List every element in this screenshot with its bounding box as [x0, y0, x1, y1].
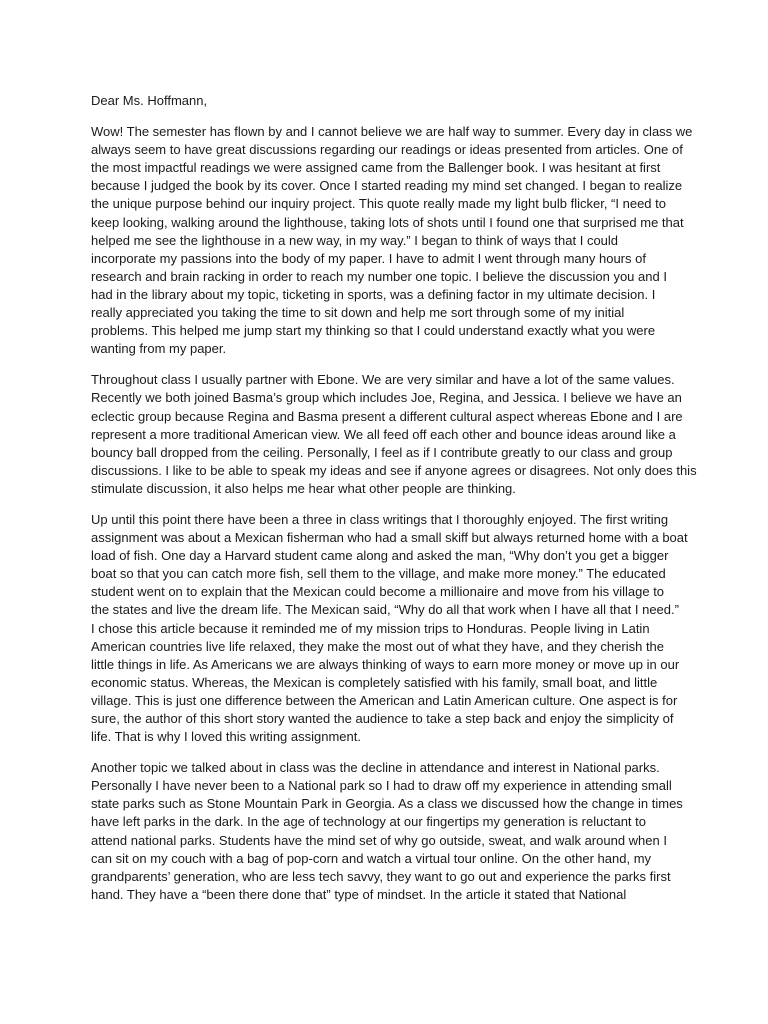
text-line: I chose this article because it reminded me of my mission trips to Honduras. People living in Latin — [91, 620, 650, 636]
text-line: Another topic we talked about in class was the decline in attendance and interest in National parks. — [91, 760, 660, 776]
text-line: discussions. I like to be able to speak my ideas and see if anyone agrees or disagrees. Not only does this — [91, 462, 697, 478]
text-line: hand. They have a “been there done that” type of mindset. In the article it stated that National — [91, 886, 627, 902]
paragraph-3 — [91, 511, 728, 746]
text-line: keep looking, walking around the lighthouse, taking lots of shots until I found one that surprised me that — [91, 214, 684, 230]
text-line: boat so that you can catch more fish, sell them to the village, and make more money.” The educated — [91, 566, 666, 582]
salutation: Dear Ms. Hoffmann, — [91, 93, 208, 108]
text-line: student went on to explain that the Mexican could become a millionaire and move from his village to — [91, 584, 665, 600]
text-line: load of fish. One day a Harvard student came along and asked the man, “Why don’t you get a bigger — [91, 548, 669, 564]
text-line: Up until this point there have been a three in class writings that I thoroughly enjoyed. The first writing — [91, 511, 669, 527]
text-line: had in the library about my topic, ticketing in sports, was a defining factor in my ultimate decision. I — [91, 286, 656, 302]
text-line: bouncy ball dropped from the ceiling. Personally, I feel as if I contribute greatly to our class and group — [91, 444, 673, 460]
text-line: economic status. Whereas, the Mexican is completely satisfied with his family, small boat, and little — [91, 674, 658, 690]
text-line: eclectic group because Regina and Basma present a different cultural aspect whereas Ebone and I are — [91, 408, 683, 424]
text-line: research and brain racking in order to reach my number one topic. I believe the discussion you and I — [91, 268, 667, 284]
text-line: because I judged the book by its cover. Once I started reading my mind set changed. I began to realize — [91, 178, 683, 194]
text-line: always seem to have great discussions regarding our readings or ideas presented from articles. One of — [91, 142, 683, 158]
text-line: represent a more traditional American view. We all feed off each other and bounce ideas around like a — [91, 426, 676, 442]
text-line: life. That is why I loved this writing assignment. — [91, 729, 361, 745]
text-line: the most impactful readings we were assigned came from the Ballenger book. I was hesitant at first — [91, 160, 661, 176]
text-line: the states and live the dream life. The Mexican said, “Why do all that work when I have all that I need.” — [91, 602, 679, 618]
text-line: little things in life. As Americans we are always thinking of ways to earn more money or move up in our — [91, 656, 680, 672]
text-line: Wow! The semester has flown by and I cannot believe we are half way to summer. Every day in class we — [91, 124, 693, 140]
text-line: American countries live life relaxed, they make the most out of what they have, and they cherish the — [91, 638, 665, 654]
text-line: sure, the author of this short story wanted the audience to take a step back and enjoy the simplicity of — [91, 711, 674, 726]
text-line: Recently we both joined Basma’s group which includes Joe, Regina, and Jessica. I believe we have an — [91, 390, 682, 406]
text-line: wanting from my paper. — [91, 341, 227, 357]
text-line: assignment was about a Mexican fisherman who had a small skiff but always returned home with a boat — [91, 530, 688, 546]
text-line: incorporate my passions into the body of my paper. I have to admit I went through many hours of — [91, 250, 646, 266]
text-line: grandparents’ generation, who are less tech savvy, they want to go out and experience the parks first — [91, 868, 671, 884]
text-line: the unique purpose behind our inquiry project. This quote really made my light bulb flicker, “I need to — [91, 196, 666, 212]
text-line: Throughout class I usually partner with Ebone. We are very similar and have a lot of the same values. — [91, 372, 675, 388]
text-line: problems. This helped me jump start my thinking so that I could understand exactly what you were — [91, 323, 656, 339]
text-line: have left parks in the dark. In the age of technology at our fingertips my generation is reluctant to — [91, 814, 646, 830]
paragraph-1 — [91, 123, 728, 358]
text-line: really appreciated you taking the time to sit down and help me sort through some of my initial — [91, 305, 625, 321]
paragraph-4 — [91, 759, 728, 904]
text-line: attend national parks. Students have the mind set of why go outside, sweat, and walk around when I — [91, 832, 667, 848]
text-line: helped me see the lighthouse in a new way, in my way.” I began to think of ways that I could — [91, 232, 619, 248]
text-line: Personally I have never been to a National park so I had to draw off my experience in attending small — [91, 778, 672, 794]
text-line: village. This is just one difference between the American and Latin American culture. One aspect is for — [91, 692, 678, 708]
text-line: state parks such as Stone Mountain Park in Georgia. As a class we discussed how the change in times — [91, 796, 683, 812]
text-line: can sit on my couch with a bag of pop-corn and watch a virtual tour online. On the other hand, my — [91, 850, 652, 866]
text-line: stimulate discussion, it also helps me hear what other people are thinking. — [91, 480, 516, 496]
paragraph-2 — [91, 371, 728, 498]
